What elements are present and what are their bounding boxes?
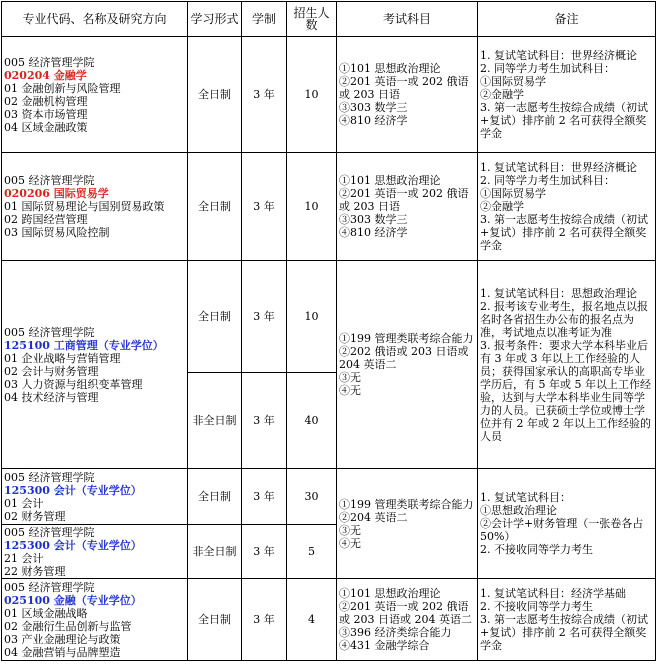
school-name: 005 经济管理学院 (4, 525, 95, 539)
exam-subject: ①199 管理类联考综合能力 (339, 332, 474, 345)
exam-subjects (337, 469, 478, 579)
table-row (2, 153, 656, 261)
exam-subject: ①101 思想政治理论 (339, 587, 441, 600)
note: 2. 同等学力考生加试科目： (480, 174, 615, 187)
direction: 02 财务管理 (4, 509, 66, 523)
direction: 02 金融机构管理 (4, 94, 88, 108)
study-mode: 全日制 (188, 261, 242, 373)
note: 3. 第一志愿考生按综合成绩（初试+复试）排序前 2 名可获得全额奖学金 (480, 101, 648, 140)
school-name: 005 经济管理学院 (4, 174, 95, 187)
exam-subject: ④431 金融学综合 (339, 639, 430, 652)
study-mode: 全日制 (188, 153, 242, 261)
major-name: 125300 会计（专业学位） (4, 483, 142, 497)
note: 3. 报考条件：要求大学本科毕业后有 3 年或 3 年以上工作经验的人员；获得国家承认的高职高专毕业学历后，有 5 年或 5 年以上工作经验，达到与大学本科毕业生同等学力的人员。已获硕士学位或博士学位并有 2 年或 2 年以上工作经验的人员 (480, 338, 651, 443)
direction: 03 资本市场管理 (4, 107, 88, 121)
exam-subject: ③396 经济类综合能力 (339, 626, 452, 639)
major-name: 020204 金融学 (4, 68, 87, 82)
major-name: 125100 工商管理（专业学位） (4, 338, 164, 352)
direction: 02 金融衍生品创新与监管 (4, 619, 132, 633)
exam-subject: ④810 经济学 (339, 226, 408, 239)
note: 1. 复试笔试科目： (480, 491, 571, 504)
notes-cell (478, 579, 656, 661)
major-name: 125300 会计（专业学位） (4, 538, 142, 552)
direction: 03 人力资源与组织变革管理 (4, 377, 143, 391)
direction: 22 财务管理 (4, 564, 66, 578)
school-name: 005 经济管理学院 (4, 55, 95, 69)
header-notes: 备注 (478, 2, 656, 37)
exam-subject: ③无 (339, 371, 361, 384)
exam-subject: ②202 俄语或 203 日语或 204 英语二 (339, 345, 469, 371)
study-years: 3 年 (242, 261, 287, 373)
direction: 02 会计与财务管理 (4, 364, 99, 378)
notes-cell (478, 153, 656, 261)
notes-cell (478, 261, 656, 469)
table-row (2, 37, 656, 153)
program-cell (2, 579, 188, 661)
direction: 01 国际贸易理论与国别贸易政策 (4, 200, 165, 213)
note: ②会计学+财务管理（一张卷各占 50%） (480, 517, 644, 543)
direction: 01 区域金融战略 (4, 606, 88, 620)
note: ①国际贸易学 (480, 187, 546, 200)
note: 2. 不接收同等学力考生 (480, 600, 593, 613)
program-cell (2, 37, 188, 153)
study-years: 3 年 (242, 37, 287, 153)
exam-subject: ③303 数学三 (339, 213, 408, 226)
major-name: 020206 国际贸易学 (4, 187, 109, 200)
exam-subject: ③无 (339, 523, 361, 537)
exam-subjects (337, 579, 478, 661)
enrollment-quota: 10 (287, 37, 337, 153)
table-row (2, 261, 656, 373)
study-years: 3 年 (242, 373, 287, 469)
study-years: 3 年 (242, 469, 287, 525)
enrollment-quota: 10 (287, 153, 337, 261)
exam-subjects (337, 153, 478, 261)
study-years: 3 年 (242, 579, 287, 661)
notes-cell (478, 469, 656, 579)
note: 3. 第一志愿考生按综合成绩（初试+复试）排序前 2 名可获得全额奖学金 (480, 613, 648, 652)
direction: 03 国际贸易风险控制 (4, 226, 110, 239)
note: 1. 复试笔试科目：思想政治理论 (480, 286, 637, 300)
direction: 01 企业战略与营销管理 (4, 351, 121, 365)
header-program: 专业代码、名称及研究方向 (2, 2, 188, 37)
header-quota: 招生人数 (287, 2, 337, 37)
exam-subjects (337, 261, 478, 469)
note: 1. 复试笔试科目：世界经济概论 (480, 49, 637, 62)
direction: 03 产业金融理论与政策 (4, 632, 121, 646)
enrollment-quota: 4 (287, 579, 337, 661)
exam-subject: ②201 英语一或 202 俄语或 203 日语 (339, 187, 469, 213)
table-row (2, 469, 656, 525)
direction: 21 会计 (4, 551, 44, 565)
direction: 02 跨国经营管理 (4, 213, 88, 226)
study-mode: 非全日制 (188, 373, 242, 469)
header-mode: 学习形式 (188, 2, 242, 37)
exam-subject: ④无 (339, 536, 361, 550)
exam-subject: ①199 管理类联考综合能力 (339, 497, 474, 511)
school-name: 005 经济管理学院 (4, 325, 95, 339)
school-name: 005 经济管理学院 (4, 470, 95, 484)
header-exam: 考试科目 (337, 2, 478, 37)
exam-subject: ②201 英语一或 202 俄语或 203 日语 (339, 75, 469, 101)
program-cell (2, 525, 188, 579)
program-cell (2, 153, 188, 261)
exam-subject: ④无 (339, 384, 361, 397)
direction: 04 技术经济与管理 (4, 390, 99, 404)
study-mode: 全日制 (188, 469, 242, 525)
header-years: 学制 (242, 2, 287, 37)
program-cell (2, 261, 188, 469)
notes-cell (478, 37, 656, 153)
note: 2. 同等学力考生加试科目： (480, 62, 615, 75)
direction: 01 会计 (4, 496, 44, 510)
enrollment-quota: 30 (287, 469, 337, 525)
note: ②金融学 (480, 200, 524, 213)
note: 2. 报考该专业考生，报名地点以报名时各省招生办公布的报名点为准，考试地点以准考证为准 (480, 299, 648, 339)
header-row (2, 2, 656, 37)
direction: 04 区域金融政策 (4, 120, 88, 134)
enrollment-quota: 10 (287, 261, 337, 373)
direction: 01 金融创新与风险管理 (4, 81, 121, 95)
note: 1. 复试笔试科目：世界经济概论 (480, 161, 637, 174)
direction: 04 金融营销与品牌塑造 (4, 645, 121, 659)
study-mode: 全日制 (188, 579, 242, 661)
exam-subject: ③303 数学三 (339, 101, 408, 114)
exam-subject: ②201 英语一或 202 俄语或 203 日语或 204 英语二 (339, 600, 472, 626)
note: ②金融学 (480, 88, 524, 101)
note: 3. 第一志愿考生按综合成绩（初试+复试）排序前 2 名可获得全额奖学金 (480, 213, 648, 252)
admission-table (1, 1, 656, 661)
note: 2. 不接收同等学力考生 (480, 543, 593, 556)
note: ①国际贸易学 (480, 75, 546, 88)
school-name: 005 经济管理学院 (4, 580, 95, 594)
study-years: 3 年 (242, 525, 287, 579)
enrollment-quota: 40 (287, 373, 337, 469)
major-name: 025100 金融（专业学位） (4, 593, 142, 607)
exam-subject: ①101 思想政治理论 (339, 174, 441, 187)
exam-subject: ①101 思想政治理论 (339, 62, 441, 75)
study-mode: 非全日制 (188, 525, 242, 579)
study-mode: 全日制 (188, 37, 242, 153)
exam-subjects (337, 37, 478, 153)
table-row (2, 579, 656, 661)
exam-subject: ②204 英语二 (339, 510, 408, 524)
study-years: 3 年 (242, 153, 287, 261)
program-cell (2, 469, 188, 525)
enrollment-quota: 5 (287, 525, 337, 579)
note: 1. 复试笔试科目：经济学基础 (480, 587, 626, 600)
exam-subject: ④810 经济学 (339, 114, 408, 127)
note: ①思想政治理论 (480, 504, 557, 517)
